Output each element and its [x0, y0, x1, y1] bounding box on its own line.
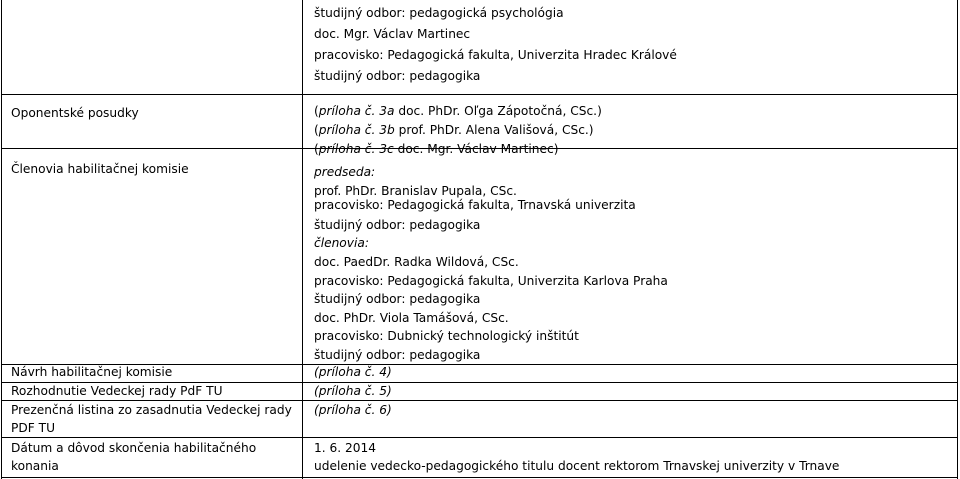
- proposal-annex: (príloha č. 4): [314, 365, 392, 379]
- chair-heading: predseda:: [314, 165, 376, 179]
- table-left-border: [1, 0, 2, 479]
- reviewer-name: doc. PhDr. Oľga Zápotočná, CSc.: [398, 104, 598, 118]
- annex-ref: príloha č. 3a: [318, 104, 395, 118]
- attendance-label-cont: PDF TU: [11, 421, 55, 435]
- chair-field: študijný odbor: pedagogika: [314, 218, 481, 232]
- attendance-annex: (príloha č. 6): [314, 403, 392, 417]
- member-workplace: pracovisko: Pedagogická fakulta, Univerzita Karlova Praha: [314, 274, 668, 288]
- member-field: študijný odbor: pedagogika: [314, 292, 481, 306]
- attendance-label: Prezenčná listina zo zasadnutia Vedeckej rady: [11, 403, 292, 417]
- person-name: doc. Mgr. Václav Martinec: [314, 27, 471, 41]
- chair-name: prof. PhDr. Branislav Pupala, CSc.: [314, 184, 517, 198]
- proposal-label: Návrh habilitačnej komisie: [11, 365, 173, 379]
- reviewer-name: prof. PhDr. Alena Vališová, CSc.: [398, 123, 589, 137]
- column-divider: [302, 0, 303, 479]
- row-divider: [1, 94, 958, 95]
- field-of-study: študijný odbor: pedagogická psychológia: [314, 6, 564, 20]
- end-label: Dátum a dôvod skončenia habilitačného: [11, 441, 257, 455]
- member-name: doc. PaedDr. Radka Wildová, CSc.: [314, 255, 519, 269]
- members-heading: členovia:: [314, 236, 369, 250]
- review-entry: (príloha č. 3a doc. PhDr. Oľga Zápotočná, CSc.): [314, 104, 602, 118]
- opponent-reviews-label: Oponentské posudky: [11, 106, 139, 120]
- end-reason: udelenie vedecko-pedagogického titulu docent rektorom Trnavskej univerzity v Trnave: [314, 459, 840, 473]
- chair-workplace: pracovisko: Pedagogická fakulta, Trnavská univerzita: [314, 198, 636, 212]
- workplace: pracovisko: Pedagogická fakulta, Univerzita Hradec Králové: [314, 48, 677, 62]
- end-date: 1. 6. 2014: [314, 441, 377, 455]
- decision-annex: (príloha č. 5): [314, 384, 392, 398]
- reviewer-name: doc. Mgr. Václav Martinec: [397, 142, 554, 156]
- annex-ref: príloha č. 3b: [318, 123, 395, 137]
- review-entry: (príloha č. 3c doc. Mgr. Václav Martinec): [314, 142, 559, 156]
- table-right-border: [957, 0, 958, 479]
- member-name: doc. PhDr. Viola Tamášová, CSc.: [314, 311, 509, 325]
- table-bottom-border: [1, 477, 958, 478]
- end-label-cont: konania: [11, 459, 59, 473]
- committee-label: Členovia habilitačnej komisie: [11, 162, 189, 176]
- field-of-study: študijný odbor: pedagogika: [314, 69, 481, 83]
- row-divider: [1, 437, 958, 438]
- member-workplace: pracovisko: Dubnický technologický inštitút: [314, 329, 579, 343]
- review-entry: (príloha č. 3b prof. PhDr. Alena Vališová, CSc.): [314, 123, 594, 137]
- annex-ref: príloha č. 3c: [318, 142, 394, 156]
- decision-label: Rozhodnutie Vedeckej rady PdF TU: [11, 384, 223, 398]
- member-field: študijný odbor: pedagogika: [314, 348, 481, 362]
